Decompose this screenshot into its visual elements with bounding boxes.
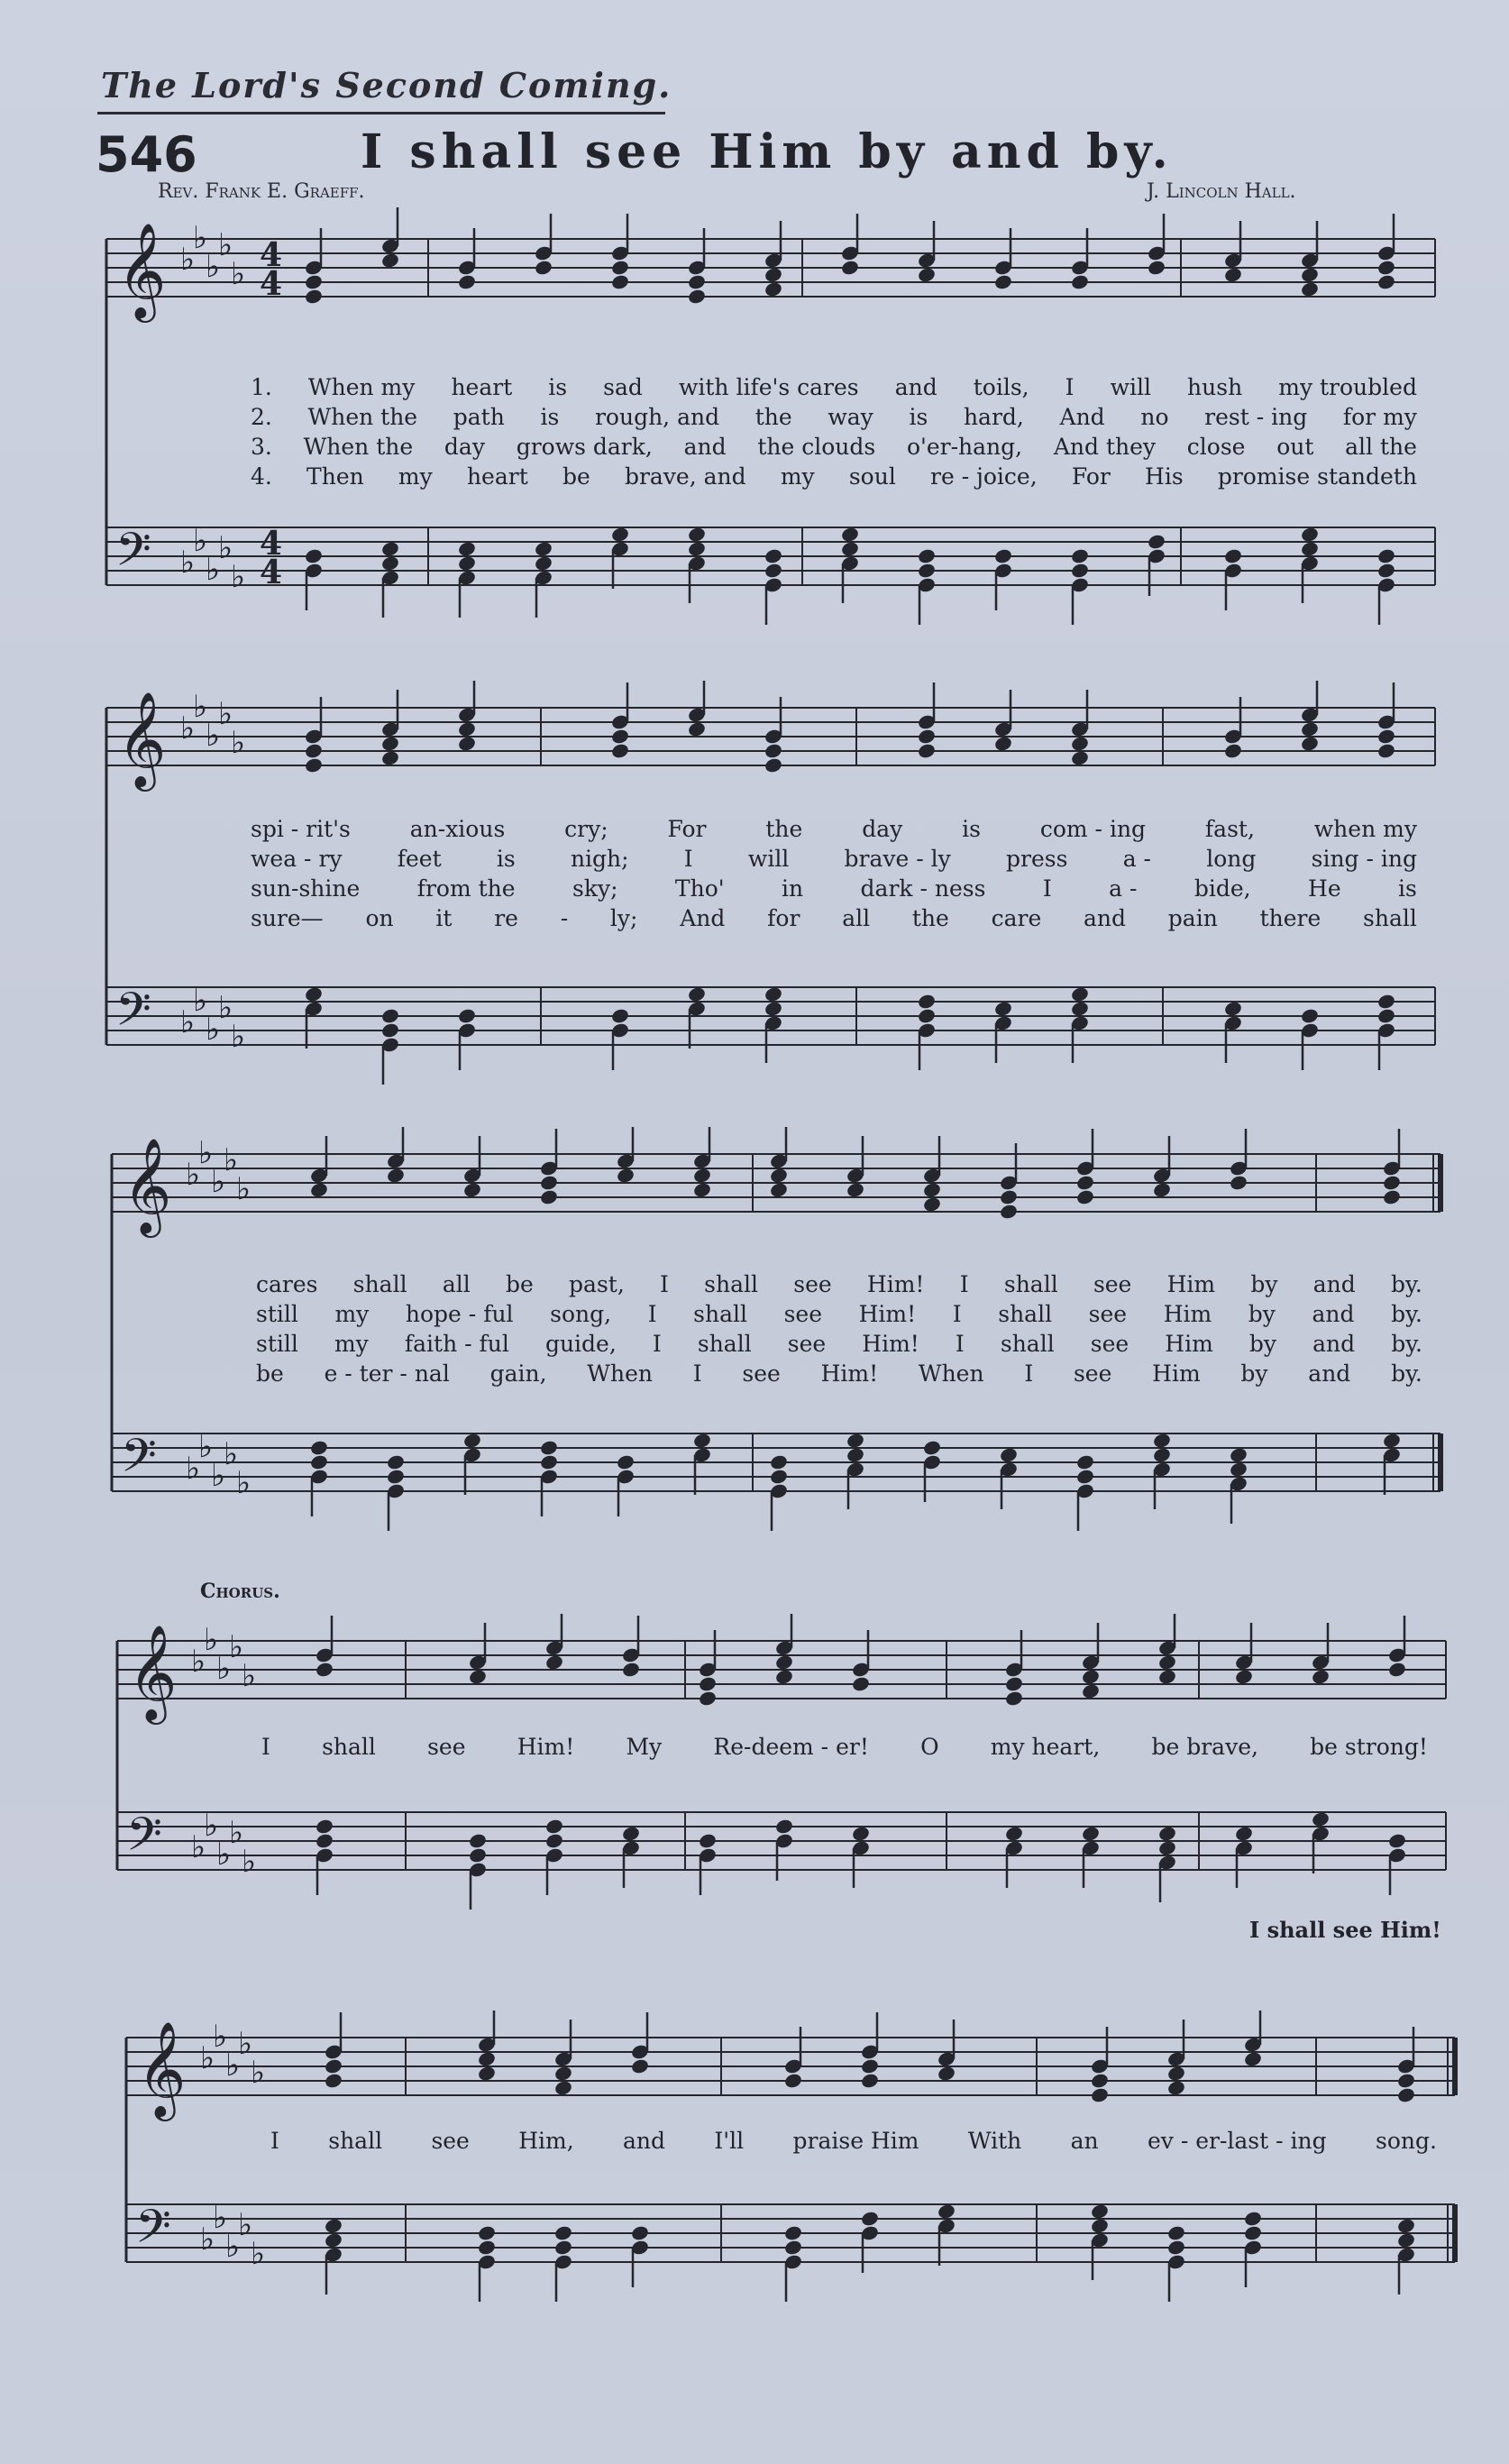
lyric-syllable: shall bbox=[1363, 905, 1417, 931]
lyric-syllable: the clouds bbox=[757, 434, 876, 460]
lyric-syllable: Him bbox=[1165, 1331, 1213, 1357]
lyric-syllable: see bbox=[742, 1360, 781, 1387]
lyric-syllable: shall bbox=[352, 1271, 407, 1297]
lyric-line-verse-1 bbox=[261, 1734, 1428, 1760]
lyric-syllable: there bbox=[1259, 905, 1322, 931]
svg-text:♭: ♭ bbox=[218, 227, 233, 263]
lyric-syllable: see bbox=[1088, 1301, 1128, 1327]
svg-text:♭: ♭ bbox=[224, 1142, 239, 1178]
lyric-syllable: hush bbox=[1187, 374, 1243, 400]
lyric-syllable: 1. bbox=[251, 374, 272, 400]
svg-text:♭: ♭ bbox=[242, 1844, 257, 1880]
svg-text:♭: ♭ bbox=[180, 545, 196, 581]
lyric-syllable: I bbox=[647, 1301, 657, 1327]
lyric-syllable: re bbox=[494, 905, 518, 931]
svg-text:♭: ♭ bbox=[231, 256, 246, 292]
lyric-syllable: by bbox=[1250, 1271, 1278, 1297]
lyric-line-verse-4 bbox=[256, 1360, 1422, 1387]
svg-text:♭: ♭ bbox=[218, 990, 233, 1026]
lyric-syllable: on bbox=[365, 905, 394, 931]
lyric-syllable: - bbox=[560, 905, 569, 931]
lyric-syllable: be strong! bbox=[1310, 1734, 1428, 1760]
lyric-syllable: guide, bbox=[544, 1331, 617, 1357]
svg-text:♭: ♭ bbox=[180, 1004, 196, 1040]
lyric-line-verse-4 bbox=[251, 905, 1417, 931]
lyric-syllable: my bbox=[334, 1301, 370, 1327]
svg-text:♭: ♭ bbox=[224, 1436, 239, 1472]
lyric-syllable: Him! bbox=[858, 1301, 917, 1327]
svg-text:♭: ♭ bbox=[225, 2229, 241, 2265]
treble-clef-icon: 𝄞 bbox=[117, 222, 167, 318]
svg-text:♭: ♭ bbox=[238, 2026, 253, 2062]
lyric-syllable: promise standeth bbox=[1217, 463, 1417, 490]
lyric-line-verse-2 bbox=[251, 404, 1417, 430]
lyric-syllable: no bbox=[1140, 404, 1169, 430]
lyric-syllable: see bbox=[1093, 1271, 1132, 1297]
lyric-syllable: And bbox=[680, 905, 726, 931]
lyric-line-verse-2 bbox=[251, 846, 1417, 872]
svg-text:♭: ♭ bbox=[180, 710, 196, 747]
lyric-syllable: by. bbox=[1391, 1331, 1422, 1357]
lyric-syllable: I bbox=[959, 1271, 969, 1297]
lyric-syllable: ev - er-last - ing bbox=[1147, 2128, 1327, 2154]
lyric-syllable: my heart, bbox=[990, 1734, 1101, 1760]
lyric-syllable: a - bbox=[1122, 846, 1151, 872]
svg-text:♭: ♭ bbox=[231, 725, 246, 761]
lyric-syllable: Re-deem - er! bbox=[713, 1734, 869, 1760]
lyric-syllable: gain, bbox=[489, 1360, 547, 1387]
lyric-syllable: bide, bbox=[1193, 875, 1251, 902]
lyric-line-verse-3 bbox=[256, 1331, 1422, 1357]
lyric-syllable: Him! bbox=[820, 1360, 879, 1387]
lyric-syllable: o'er-hang, bbox=[906, 434, 1023, 460]
staff-graphics-1 bbox=[0, 207, 1509, 658]
lyric-syllable: feet bbox=[397, 846, 442, 872]
lyric-syllable: I bbox=[1042, 875, 1052, 902]
svg-text:♭: ♭ bbox=[231, 559, 246, 595]
svg-text:♭: ♭ bbox=[191, 1644, 206, 1680]
svg-text:♭: ♭ bbox=[236, 1171, 252, 1207]
lyric-syllable: ly; bbox=[609, 905, 638, 931]
svg-text:♭: ♭ bbox=[231, 1019, 246, 1055]
lyric-syllable: O bbox=[920, 1734, 939, 1760]
lyric-syllable: brave - ly bbox=[844, 846, 951, 872]
svg-text:♭: ♭ bbox=[193, 983, 208, 1019]
treble-clef-icon: 𝄞 bbox=[123, 1137, 172, 1233]
lyric-syllable: sing - ing bbox=[1311, 846, 1417, 872]
lyric-syllable: His bbox=[1145, 463, 1184, 490]
lyric-syllable: my troubled bbox=[1278, 374, 1417, 400]
lyric-syllable: be bbox=[256, 1360, 284, 1387]
lyric-syllable: I bbox=[952, 1301, 962, 1327]
lyric-syllable: my bbox=[334, 1331, 369, 1357]
lyric-syllable: by. bbox=[1391, 1301, 1422, 1327]
svg-text:4: 4 bbox=[260, 554, 283, 591]
lyric-syllable: praise Him bbox=[792, 2128, 919, 2154]
lyric-syllable: heart bbox=[451, 374, 513, 400]
lyric-syllable: see bbox=[431, 2128, 470, 2154]
lyric-syllable: cry; bbox=[564, 816, 608, 842]
lyric-syllable: and bbox=[683, 434, 727, 460]
lyric-syllable: all the bbox=[1345, 434, 1417, 460]
lyric-syllable: from the bbox=[416, 875, 516, 902]
treble-notes bbox=[304, 681, 1396, 774]
svg-text:♭: ♭ bbox=[206, 718, 221, 754]
bass-notes bbox=[309, 1432, 1402, 1531]
lyric-syllable: Tho' bbox=[674, 875, 725, 902]
section-title: The Lord's Second Coming. bbox=[101, 65, 672, 105]
svg-text:♭: ♭ bbox=[211, 1164, 226, 1200]
lyric-syllable: all bbox=[842, 905, 871, 931]
lyric-syllable: is bbox=[909, 404, 928, 430]
lyric-syllable: e - ter - nal bbox=[324, 1360, 450, 1387]
lyric-syllable: toils, bbox=[973, 374, 1029, 400]
lyric-syllable: be brave, bbox=[1151, 1734, 1258, 1760]
lyric-syllable: all bbox=[442, 1271, 471, 1297]
lyric-syllable: way bbox=[828, 404, 873, 430]
lyric-syllable: by. bbox=[1391, 1360, 1422, 1387]
lyric-line-verse-4 bbox=[251, 463, 1417, 490]
lyric-syllable: Him bbox=[1152, 1360, 1201, 1387]
svg-text:♭: ♭ bbox=[251, 2055, 266, 2091]
chorus-label: Chorus. bbox=[200, 1580, 280, 1603]
svg-text:♭: ♭ bbox=[211, 1458, 226, 1494]
svg-text:♭: ♭ bbox=[204, 1808, 219, 1844]
lyric-syllable: see bbox=[787, 1331, 827, 1357]
lyric-syllable: 4. bbox=[251, 463, 272, 490]
lyric-syllable: spi - rit's bbox=[251, 816, 351, 842]
svg-text:♭: ♭ bbox=[186, 1157, 201, 1193]
lyric-syllable: When the bbox=[303, 434, 414, 460]
lyric-syllable: faith - ful bbox=[404, 1331, 509, 1357]
lyric-line-verse-1 bbox=[251, 816, 1417, 842]
lyric-syllable: for bbox=[767, 905, 800, 931]
lyric-syllable: hope - ful bbox=[405, 1301, 514, 1327]
lyric-syllable: a - bbox=[1109, 875, 1138, 902]
lyric-syllable: He bbox=[1308, 875, 1341, 902]
lyric-syllable: with life's cares bbox=[678, 374, 859, 400]
lyric-syllable: my bbox=[780, 463, 815, 490]
lyric-syllable: Him bbox=[1163, 1301, 1212, 1327]
lyric-syllable: nigh; bbox=[570, 846, 629, 872]
lyric-line-verse-3 bbox=[251, 875, 1417, 902]
lyric-syllable: My bbox=[626, 1734, 663, 1760]
bass-notes bbox=[315, 1810, 1407, 1910]
lyric-syllable: is bbox=[548, 374, 568, 400]
bass-clef-icon: 𝄢 bbox=[135, 2199, 171, 2265]
svg-text:♭: ♭ bbox=[216, 1837, 232, 1873]
lyric-syllable: For bbox=[667, 816, 707, 842]
lyric-syllable: in bbox=[782, 875, 804, 902]
lyric-syllable: for my bbox=[1342, 404, 1417, 430]
svg-text:♭: ♭ bbox=[229, 1815, 244, 1851]
lyric-syllable: and bbox=[1308, 1360, 1351, 1387]
svg-text:♭: ♭ bbox=[198, 1135, 214, 1171]
lyric-syllable: dark - ness bbox=[860, 875, 986, 902]
lyric-syllable: I bbox=[955, 1331, 965, 1357]
bass-clef-icon: 𝄢 bbox=[115, 982, 151, 1048]
lyric-syllable: 2. bbox=[251, 404, 272, 430]
svg-text:♭: ♭ bbox=[200, 2040, 215, 2076]
lyric-syllable: shall bbox=[328, 2128, 383, 2154]
bass-clef-icon: 𝄢 bbox=[126, 1807, 162, 1873]
staff-graphics-5 bbox=[0, 2011, 1509, 2335]
lyric-syllable: see bbox=[783, 1301, 823, 1327]
lyric-syllable: Him! bbox=[862, 1331, 919, 1357]
lyric-syllable: shall bbox=[1000, 1331, 1055, 1357]
composer-credit: J. Lincoln Hall. bbox=[1147, 180, 1296, 203]
lyric-syllable: When bbox=[587, 1360, 653, 1387]
lyric-syllable: Him! bbox=[517, 1734, 575, 1760]
svg-text:♭: ♭ bbox=[193, 523, 208, 559]
lyric-syllable: is bbox=[1398, 875, 1417, 902]
lyric-syllable: shall bbox=[697, 1331, 752, 1357]
svg-text:♭: ♭ bbox=[180, 242, 196, 278]
lyric-syllable: I bbox=[1024, 1360, 1034, 1387]
svg-text:♭: ♭ bbox=[200, 2221, 215, 2258]
section-title-rule bbox=[97, 112, 665, 114]
lyric-syllable: an-xious bbox=[409, 816, 506, 842]
lyric-syllable: When the bbox=[307, 404, 418, 430]
lyric-syllable: my bbox=[398, 463, 433, 490]
svg-text:4: 4 bbox=[260, 525, 283, 563]
lyric-syllable: Him, bbox=[518, 2128, 574, 2154]
svg-text:♭: ♭ bbox=[206, 552, 221, 588]
lyric-syllable: rest - ing bbox=[1204, 404, 1308, 430]
treble-clef-icon: 𝄞 bbox=[137, 2020, 187, 2117]
lyric-syllable: rough, and bbox=[594, 404, 720, 430]
svg-text:♭: ♭ bbox=[238, 2207, 253, 2243]
bass-notes bbox=[304, 985, 1396, 1085]
lyric-syllable: see bbox=[1073, 1360, 1112, 1387]
lyric-line-verse-1 bbox=[256, 1271, 1422, 1297]
lyric-syllable: And bbox=[1059, 404, 1105, 430]
lyric-syllable: I'll bbox=[714, 2128, 745, 2154]
lyric-syllable: and bbox=[1312, 1271, 1356, 1297]
lyric-syllable: com - ing bbox=[1039, 816, 1147, 842]
lyric-syllable: Him bbox=[1166, 1271, 1216, 1297]
lyric-syllable: I bbox=[683, 846, 693, 872]
svg-text:♭: ♭ bbox=[186, 1451, 201, 1487]
svg-text:♭: ♭ bbox=[218, 530, 233, 566]
svg-text:♭: ♭ bbox=[191, 1829, 206, 1865]
lyric-syllable: the bbox=[911, 905, 949, 931]
svg-text:♭: ♭ bbox=[193, 220, 208, 256]
svg-text:♭: ♭ bbox=[193, 689, 208, 725]
lyric-syllable: still bbox=[256, 1301, 298, 1327]
treble-notes bbox=[304, 207, 1396, 306]
treble-notes bbox=[315, 1614, 1407, 1708]
svg-text:♭: ♭ bbox=[236, 1465, 252, 1501]
lyric-syllable: I bbox=[261, 1734, 270, 1760]
lyric-syllable: and bbox=[1084, 905, 1127, 931]
lyric-syllable: When bbox=[918, 1360, 984, 1387]
lyric-syllable: sun-shine bbox=[251, 875, 361, 902]
lyric-syllable: and bbox=[894, 374, 937, 400]
svg-text:♭: ♭ bbox=[216, 1651, 232, 1687]
lyric-syllable: shall bbox=[322, 1734, 376, 1760]
lyric-syllable: shall bbox=[1003, 1271, 1058, 1297]
lyric-syllable: care bbox=[991, 905, 1042, 931]
lyric-syllable: and bbox=[1312, 1331, 1356, 1357]
lyric-syllable: sure— bbox=[251, 905, 324, 931]
treble-clef-icon: 𝄞 bbox=[128, 1624, 178, 1720]
lyric-syllable: is bbox=[962, 816, 981, 842]
lyric-syllable: I bbox=[660, 1271, 669, 1297]
lyric-syllable: I bbox=[652, 1331, 662, 1357]
svg-text:4: 4 bbox=[260, 236, 283, 274]
svg-text:♭: ♭ bbox=[204, 1622, 219, 1658]
lyric-syllable: the bbox=[754, 404, 792, 430]
lyric-line-verse-2 bbox=[256, 1301, 1422, 1327]
treble-notes bbox=[324, 2011, 1416, 2104]
author-credit: Rev. Frank E. Graeff. bbox=[158, 180, 365, 203]
lyric-syllable: grows dark, bbox=[516, 434, 653, 460]
bass-clef-icon: 𝄢 bbox=[115, 522, 151, 588]
music-system-5 bbox=[0, 2011, 1509, 2335]
lyric-syllable: by bbox=[1248, 1301, 1276, 1327]
svg-text:♭: ♭ bbox=[218, 696, 233, 732]
music-system-2 bbox=[0, 681, 1509, 1104]
lyric-syllable: And they bbox=[1053, 434, 1157, 460]
svg-text:♭: ♭ bbox=[225, 2047, 241, 2084]
bass-clef-icon: 𝄢 bbox=[121, 1428, 157, 1494]
music-system-4 bbox=[0, 1614, 1509, 1947]
lyric-syllable: press bbox=[1006, 846, 1068, 872]
lyric-syllable: song, bbox=[550, 1301, 612, 1327]
lyric-syllable: brave, and bbox=[624, 463, 746, 490]
lyric-syllable: long bbox=[1206, 846, 1257, 872]
svg-text:♭: ♭ bbox=[251, 2236, 266, 2272]
svg-text:♭: ♭ bbox=[242, 1658, 257, 1694]
bass-notes bbox=[304, 526, 1396, 625]
lyric-syllable: will bbox=[1110, 374, 1151, 400]
lyric-line-verse-3 bbox=[251, 434, 1417, 460]
lyric-syllable: sad bbox=[603, 374, 643, 400]
lyric-syllable: day bbox=[444, 434, 485, 460]
svg-text:♭: ♭ bbox=[213, 2019, 228, 2055]
bass-cue-text: I shall see Him! bbox=[1249, 1917, 1441, 1943]
lyric-syllable: the bbox=[765, 816, 803, 842]
lyric-syllable: and bbox=[1312, 1301, 1355, 1327]
lyric-syllable: by. bbox=[1391, 1271, 1422, 1297]
svg-text:♭: ♭ bbox=[213, 2200, 228, 2236]
lyric-syllable: by bbox=[1240, 1360, 1268, 1387]
lyric-syllable: Him! bbox=[866, 1271, 925, 1297]
lyric-line-verse-1 bbox=[270, 2128, 1437, 2154]
svg-text:♭: ♭ bbox=[198, 1429, 214, 1465]
lyric-syllable: For bbox=[1071, 463, 1111, 490]
lyric-syllable: Then bbox=[306, 463, 364, 490]
music-system-1 bbox=[0, 207, 1509, 658]
time-signature bbox=[260, 236, 282, 303]
lyric-syllable: song. bbox=[1375, 2128, 1437, 2154]
lyric-syllable: wea - ry bbox=[251, 846, 343, 872]
lyric-syllable: when my bbox=[1313, 816, 1417, 842]
hymn-title: I shall see Him by and by. bbox=[361, 124, 1174, 179]
lyric-syllable: day bbox=[862, 816, 903, 842]
lyric-syllable: see bbox=[1090, 1331, 1129, 1357]
lyric-syllable: an bbox=[1070, 2128, 1099, 2154]
lyric-syllable: it bbox=[435, 905, 453, 931]
lyric-syllable: shall bbox=[704, 1271, 758, 1297]
lyric-syllable: see bbox=[793, 1271, 832, 1297]
time-signature bbox=[260, 525, 282, 591]
lyric-syllable: pain bbox=[1167, 905, 1218, 931]
bass-notes bbox=[324, 2203, 1416, 2302]
lyric-syllable: I bbox=[692, 1360, 702, 1387]
treble-notes bbox=[309, 1127, 1402, 1221]
lyric-syllable: I bbox=[1065, 374, 1075, 400]
lyric-syllable: shall bbox=[693, 1301, 747, 1327]
svg-text:4: 4 bbox=[260, 265, 283, 303]
lyric-syllable: close bbox=[1186, 434, 1246, 460]
lyric-syllable: is bbox=[540, 404, 560, 430]
lyric-syllable: When my bbox=[307, 374, 416, 400]
svg-text:♭: ♭ bbox=[206, 1012, 221, 1048]
lyric-syllable: will bbox=[747, 846, 790, 872]
lyric-syllable: sky; bbox=[572, 875, 618, 902]
lyric-syllable: still bbox=[256, 1331, 298, 1357]
lyric-syllable: by bbox=[1248, 1331, 1277, 1357]
staff-graphics-4 bbox=[0, 1614, 1509, 1947]
lyric-syllable: cares bbox=[256, 1271, 318, 1297]
svg-text:♭: ♭ bbox=[206, 249, 221, 285]
lyric-syllable: fast, bbox=[1204, 816, 1255, 842]
lyric-syllable: be bbox=[505, 1271, 534, 1297]
lyric-syllable: is bbox=[496, 846, 516, 872]
treble-clef-icon: 𝄞 bbox=[117, 691, 167, 787]
lyric-syllable: path bbox=[453, 404, 505, 430]
lyric-syllable: re - joice, bbox=[930, 463, 1038, 490]
lyric-syllable: With bbox=[967, 2128, 1022, 2154]
lyric-syllable: see bbox=[427, 1734, 466, 1760]
lyric-syllable: soul bbox=[848, 463, 896, 490]
lyric-syllable: heart bbox=[466, 463, 528, 490]
lyric-syllable: be bbox=[562, 463, 590, 490]
lyric-syllable: out bbox=[1276, 434, 1314, 460]
lyric-syllable: shall bbox=[998, 1301, 1053, 1327]
lyric-syllable: and bbox=[623, 2128, 666, 2154]
hymn-number: 546 bbox=[96, 126, 197, 183]
music-system-3 bbox=[0, 1127, 1509, 1542]
lyric-syllable: hard, bbox=[963, 404, 1024, 430]
lyric-syllable: past, bbox=[569, 1271, 625, 1297]
lyric-syllable: I bbox=[270, 2128, 279, 2154]
svg-text:♭: ♭ bbox=[229, 1629, 244, 1665]
lyric-line-verse-1 bbox=[251, 374, 1417, 400]
lyric-syllable: 3. bbox=[251, 434, 272, 460]
